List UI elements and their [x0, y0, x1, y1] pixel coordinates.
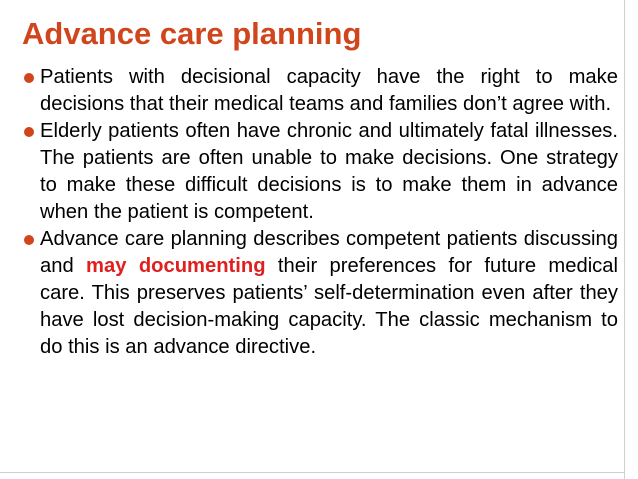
- bullet-dot-icon: [24, 235, 34, 245]
- highlighted-phrase: may documenting: [86, 255, 266, 277]
- slide-border-right: [624, 0, 625, 479]
- bullet-dot-icon: [24, 127, 34, 137]
- bullet-text-before: Advance care planning describes competent patients discussing and: [40, 228, 618, 277]
- bullet-item: [24, 226, 618, 361]
- bullet-item: [24, 118, 618, 226]
- bullet-item: [24, 64, 618, 118]
- bullet-text: [40, 226, 618, 361]
- bullet-list: [24, 64, 618, 361]
- bullet-text: Patients with decisional capacity have the right to make decisions that their medical teams and families don’t agree with.: [40, 66, 618, 115]
- bullet-dot-icon: [24, 73, 34, 83]
- bullet-text: Elderly patients often have chronic and ultimately fatal illnesses. The patients are often unable to make decisions. One strategy to make these difficult decisions is to make them in advance when the patient is competent.: [40, 120, 618, 223]
- bullet-text-after: their preferences for future medical care. This preserves patients’ self-determination even after they have lost decision-making capacity. The classic mechanism to do this is an advance directive.: [40, 255, 618, 358]
- slide-border-bottom: [0, 472, 625, 473]
- slide-title: Advance care planning: [22, 16, 362, 51]
